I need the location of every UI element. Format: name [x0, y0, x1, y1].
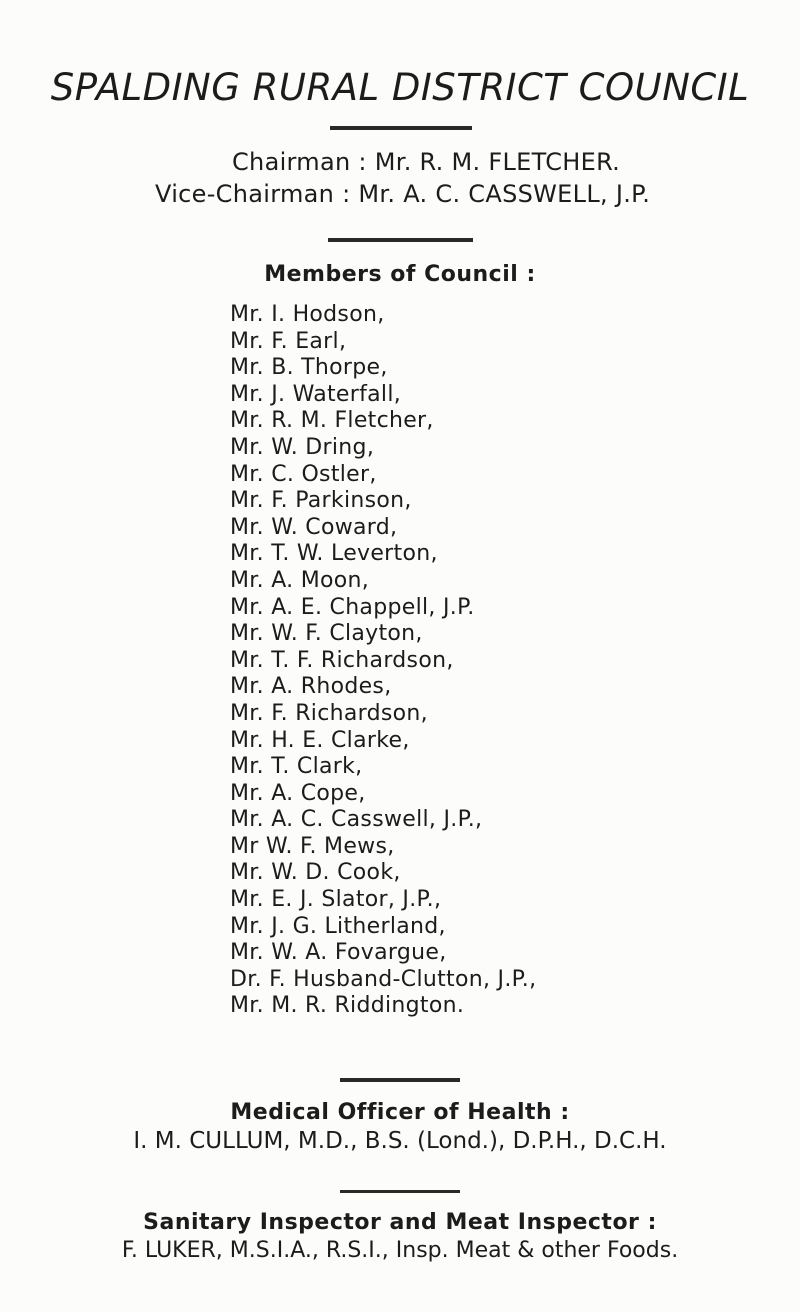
- member-entry: Mr. E. J. Slator, J.P.,: [230, 887, 442, 913]
- vice-chairman-line: Vice-Chairman : Mr. A. C. CASSWELL, J.P.: [155, 180, 651, 208]
- member-entry: Mr. F. Parkinson,: [230, 488, 412, 514]
- member-entry: Mr. C. Ostler,: [230, 461, 377, 487]
- member-entry: Dr. F. Husband-Clutton, J.P.,: [230, 966, 537, 992]
- medical-officer-name: I. M. CULLUM, M.D., B.S. (Lond.), D.P.H., D.C.H.: [133, 1128, 667, 1154]
- medical-divider: [340, 1190, 460, 1193]
- member-entry: Mr. W. Dring,: [230, 434, 375, 460]
- member-entry: Mr. W. D. Cook,: [230, 860, 401, 886]
- member-entry: Mr. T. F. Richardson,: [230, 647, 454, 673]
- title-divider: [330, 126, 472, 130]
- member-entry: Mr. T. W. Leverton,: [230, 541, 438, 567]
- member-entry: Mr. W. F. Clayton,: [230, 621, 423, 647]
- member-entry: Mr. J. Waterfall,: [230, 381, 402, 407]
- medical-officer-heading: Medical Officer of Health :: [230, 1100, 570, 1125]
- member-entry: Mr. R. M. Fletcher,: [230, 408, 434, 434]
- member-entry: Mr. W. Coward,: [230, 514, 398, 540]
- members-list: [230, 302, 536, 1020]
- member-entry: Mr. H. E. Clarke,: [230, 727, 410, 753]
- members-heading: Members of Council :: [264, 262, 536, 287]
- sanitary-inspector-name: F. LUKER, M.S.I.A., R.S.I., Insp. Meat & other Foods.: [121, 1238, 679, 1263]
- member-entry: Mr. I. Hodson,: [230, 302, 385, 327]
- members-divider: [340, 1078, 460, 1082]
- sanitary-inspector-heading: Sanitary Inspector and Meat Inspector :: [143, 1210, 657, 1235]
- officers-divider: [328, 238, 473, 242]
- member-entry: Mr. M. R. Riddington.: [230, 993, 465, 1019]
- member-entry: Mr. T. Clark,: [230, 754, 363, 780]
- member-entry: Mr. J. G. Litherland,: [230, 913, 446, 939]
- chairman-line: Chairman : Mr. R. M. FLETCHER.: [232, 148, 621, 176]
- member-entry: Mr. A. Moon,: [230, 567, 370, 593]
- member-entry: Mr W. F. Mews,: [230, 833, 395, 859]
- member-entry: Mr. A. Cope,: [230, 780, 366, 806]
- member-entry: Mr. F. Earl,: [230, 328, 347, 354]
- member-entry: Mr. W. A. Fovargue,: [230, 940, 447, 966]
- council-title: SPALDING RURAL DISTRICT COUNCIL: [50, 66, 750, 109]
- member-entry: Mr. F. Richardson,: [230, 700, 428, 726]
- member-entry: Mr. A. Rhodes,: [230, 674, 392, 700]
- member-entry: Mr. B. Thorpe,: [230, 355, 388, 381]
- member-entry: Mr. A. E. Chappell, J.P.: [230, 594, 475, 620]
- member-entry: Mr. A. C. Casswell, J.P.,: [230, 807, 483, 833]
